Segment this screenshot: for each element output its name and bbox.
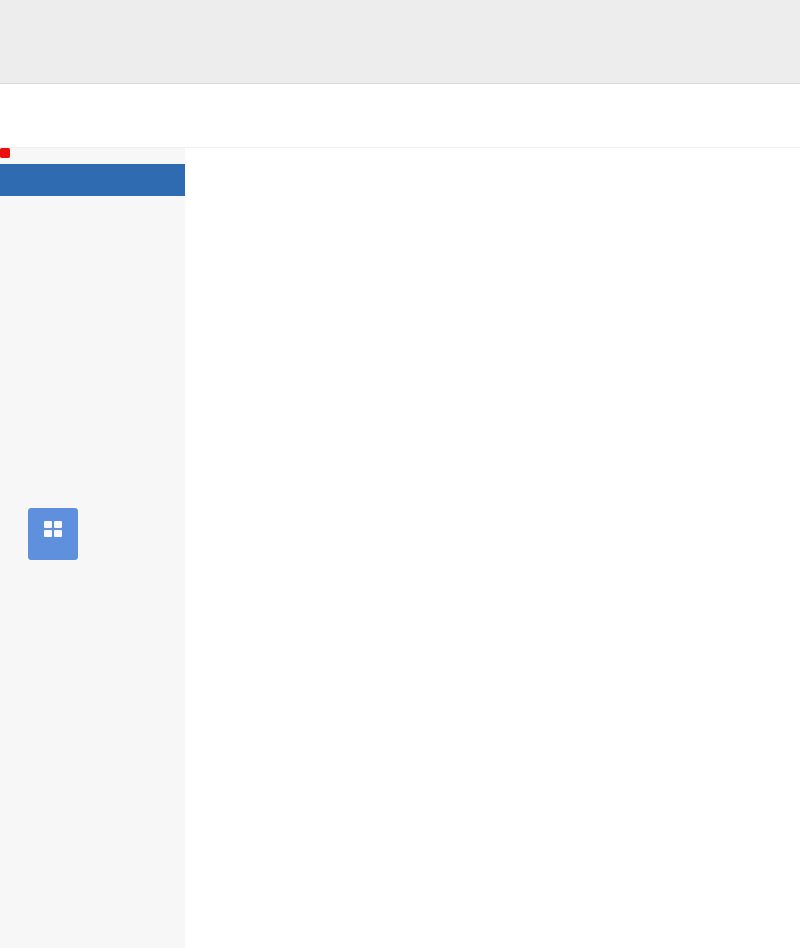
page-body (0, 148, 800, 948)
site-logo[interactable] (0, 115, 225, 117)
grid-icon (44, 521, 62, 537)
main-content (185, 148, 800, 948)
more-info-button[interactable] (28, 508, 78, 560)
site-header (0, 84, 800, 148)
browser-topbar (0, 0, 800, 84)
browser-title-block (0, 10, 800, 16)
sidebar-title (0, 164, 185, 196)
